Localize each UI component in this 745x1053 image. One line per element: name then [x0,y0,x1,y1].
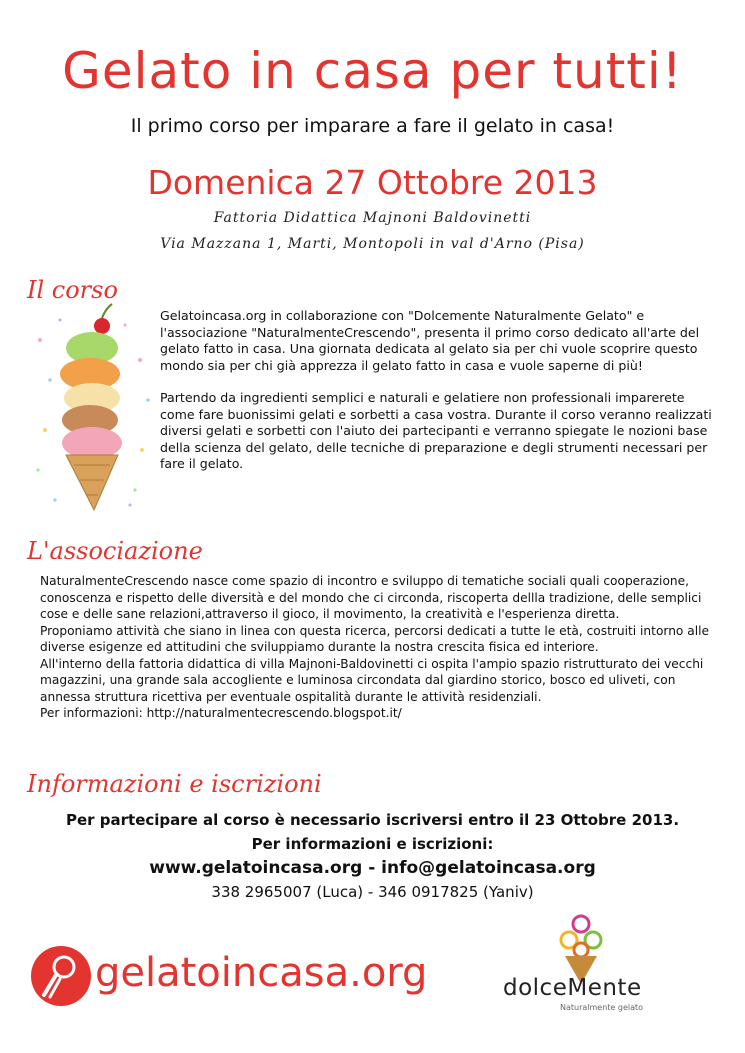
course-paragraph-2: Partendo da ingredienti semplici e naturali e gelatiere non professionali imparerete come fare buonissimi gelati e sorbetti a casa vostra. Durante il corso veranno realizzati diversi gelati e sorbetti con l'aiuto dei partecipanti e verranno spiegate le nozioni base della scienza del gelato, delle tecniche di preparazione e degli strumenti necessari per fare il gelato. [160,390,712,471]
course-description [160,308,720,489]
dolcemente-logo-subtext: Naturalmente gelato [560,1003,644,1012]
course-paragraph-1: Gelatoincasa.org in collaborazione con "Dolcemente Naturalmente Gelato" e l'associazione "NaturalmenteCrescendo", presenta il primo corso dedicato all'arte del gelato fatto in casa. Una giornata dedicata al gelato sia per chi vuole scoprire questo mondo sia per chi già apprezza il gelato fatto in casa e vuole saperne di più! [160,308,700,373]
ice-cream-cone-illustration [30,300,155,515]
dolcemente-logo-text: dolceMente [503,975,642,1001]
event-address: Via Mazzana 1, Marti, Montopoli in val d'Arno (Pisa) [160,236,585,252]
poster-subtitle: Il primo corso per imparare a fare il gelato in casa! [130,115,615,137]
association-info-link[interactable]: Per informazioni: http://naturalmentecrescendo.blogspot.it/ [40,706,402,720]
gelatoincasa-logo-icon [30,945,92,1007]
dolcemente-logo-icon [553,912,609,984]
association-description [40,573,720,722]
event-venue: Fattoria Didattica Majnoni Baldovinetti [213,210,532,226]
registration-label: Per informazioni e iscrizioni: [251,835,494,853]
poster-title: Gelato in casa per tutti! [62,42,683,100]
gelatoincasa-logo-text: gelatoincasa.org [95,950,428,996]
section-heading-course: Il corso [27,276,118,304]
section-heading-info: Informazioni e iscrizioni [27,770,322,798]
association-paragraph-3: All'interno della fattoria didattica di villa Majnoni-Baldovinetti ci ospita l'ampio spazio ristrutturato dei vecchi magazzini, una grande sala accogliente e luminosa circondata dal giardino storico, bosco ed uliveti, con annessa struttura ricettiva per eventuale ospitalità durante le attività residenziali. [40,656,704,704]
registration-info [0,808,745,904]
contact-phones: 338 2965007 (Luca) - 346 0917825 (Yaniv) [211,883,534,901]
contact-links[interactable]: www.gelatoincasa.org - info@gelatoincasa.org [149,858,596,878]
association-paragraph-1: NaturalmenteCrescendo nasce come spazio di incontro e sviluppo di tematiche sociali quali cooperazione, conoscenza e rispetto delle diversità e del mondo che ci circonda, riscoperta dellla tradizione, delle semplici cose e delle sane relazioni,attraverso il gioco, il movimento, la creatività e l'esperienza diretta. [40,574,702,621]
event-date: Domenica 27 Ottobre 2013 [147,163,598,202]
section-heading-association: L'associazione [27,537,203,565]
registration-deadline: Per partecipare al corso è necessario iscriversi entro il 23 Ottobre 2013. [65,811,680,829]
association-paragraph-2: Proponiamo attività che siano in linea con questa ricerca, percorsi dedicati a tutte le età, costruiti intorno alle diverse esigenze ed attitudini che sviluppiamo durante la nostra crescita fisica ed interiore. [40,623,709,654]
